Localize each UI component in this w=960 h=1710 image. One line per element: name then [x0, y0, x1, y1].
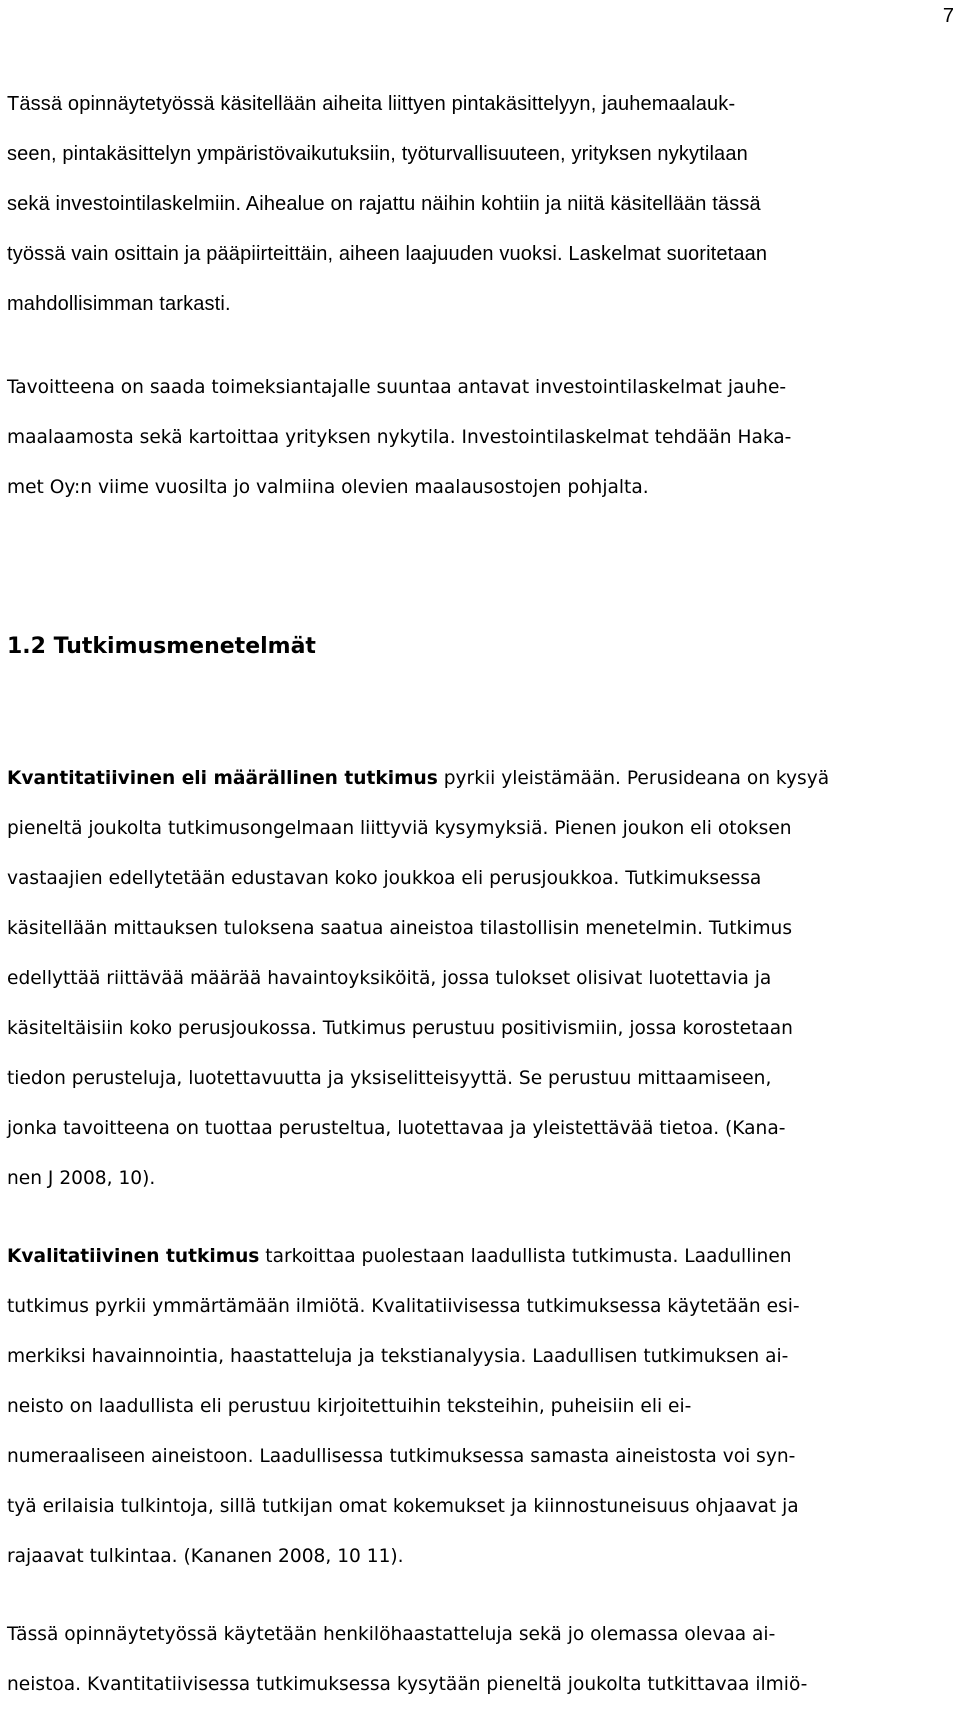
text-line: maalaamosta sekä kartoittaa yrityksen nykytila. Investointilaskelmat tehdään Haka-	[7, 427, 792, 448]
text-line	[7, 754, 953, 804]
text-line: mahdollisimman tarkasti.	[7, 293, 231, 315]
text-line: neistoa. Kvantitatiivisessa tutkimuksessa kysytään pieneltä joukolta tutkittavaa ilmiö-	[7, 1674, 808, 1695]
text-fragment: tarkoittaa puolestaan laadullista tutkimusta. Laadullinen	[259, 1246, 792, 1267]
text-line: Tässä opinnäytetyössä käytetään henkilöhaastatteluja sekä jo olemassa olevaa ai-	[7, 1624, 776, 1645]
goal-paragraph	[7, 363, 953, 513]
text-line: työssä vain osittain ja pääpiirteittäin, aiheen laajuuden vuoksi. Laskelmat suoritetaan	[7, 243, 768, 265]
text-line: pieneltä joukolta tutkimusongelmaan liittyviä kysymyksiä. Pienen joukon eli otoksen	[7, 818, 792, 839]
quantitative-paragraph	[7, 754, 953, 1204]
text-line: numeraaliseen aineistoon. Laadullisessa tutkimuksessa samasta aineistosta voi syn-	[7, 1446, 796, 1467]
text-line: tyä erilaisia tulkintoja, sillä tutkijan omat kokemukset ja kiinnostuneisuus ohjaavat ja	[7, 1496, 799, 1517]
text-line: sekä investointilaskelmiin. Aihealue on rajattu näihin kohtiin ja niitä käsitellään tässä	[7, 193, 761, 215]
text-line: met Oy:n viime vuosilta jo valmiina olevien maalausostojen pohjalta.	[7, 477, 649, 498]
text-line	[7, 1232, 953, 1282]
text-line: käsitellään mittauksen tuloksena saatua aineistoa tilastollisin menetelmin. Tutkimus	[7, 918, 793, 939]
bold-term: Kvantitatiivinen eli määrällinen tutkimus	[7, 768, 438, 789]
text-line: tiedon perusteluja, luotettavuutta ja yksiselitteisyyttä. Se perustuu mittaamiseen,	[7, 1068, 772, 1089]
text-line: tutkimus pyrkii ymmärtämään ilmiötä. Kvalitatiivisessa tutkimuksessa käytetään esi-	[7, 1296, 800, 1317]
text-line: jonka tavoitteena on tuottaa perusteltua, luotettavaa ja yleistettävää tietoa. (Kana-	[7, 1118, 786, 1139]
text-line: edellyttää riittävää määrää havaintoyksiköitä, jossa tulokset olisivat luotettavia ja	[7, 968, 772, 989]
intro-paragraph	[7, 79, 953, 329]
text-line: rajaavat tulkintaa. (Kananen 2008, 10 11).	[7, 1546, 404, 1567]
qualitative-paragraph	[7, 1232, 953, 1582]
text-fragment: pyrkii yleistämään. Perusideana on kysyä	[437, 768, 830, 789]
text-line: Tässä opinnäytetyössä käsitellään aiheita liittyen pintakäsittelyyn, jauhemaalauk-	[7, 93, 736, 115]
bold-term: Kvalitatiivinen tutkimus	[7, 1246, 260, 1267]
text-line: nen J 2008, 10).	[7, 1168, 156, 1189]
page-number: 7	[942, 5, 954, 27]
text-line: käsiteltäisiin koko perusjoukossa. Tutkimus perustuu positivismiin, jossa korostetaan	[7, 1018, 793, 1039]
text-line: vastaajien edellytetään edustavan koko joukkoa eli perusjoukkoa. Tutkimuksessa	[7, 868, 762, 889]
text-line: merkiksi havainnointia, haastatteluja ja tekstianalyysia. Laadullisen tutkimuksen ai-	[7, 1346, 789, 1367]
method-paragraph	[7, 1610, 953, 1710]
text-line: neisto on laadullista eli perustuu kirjoitettuihin teksteihin, puheisiin eli ei-	[7, 1396, 692, 1417]
section-heading: 1.2 Tutkimusmenetelmät	[7, 634, 316, 659]
text-line: Tavoitteena on saada toimeksiantajalle suuntaa antavat investointilaskelmat jauhe-	[7, 377, 787, 398]
text-line: seen, pintakäsittelyn ympäristövaikutuksiin, työturvallisuuteen, yrityksen nykytilaan	[7, 143, 748, 165]
